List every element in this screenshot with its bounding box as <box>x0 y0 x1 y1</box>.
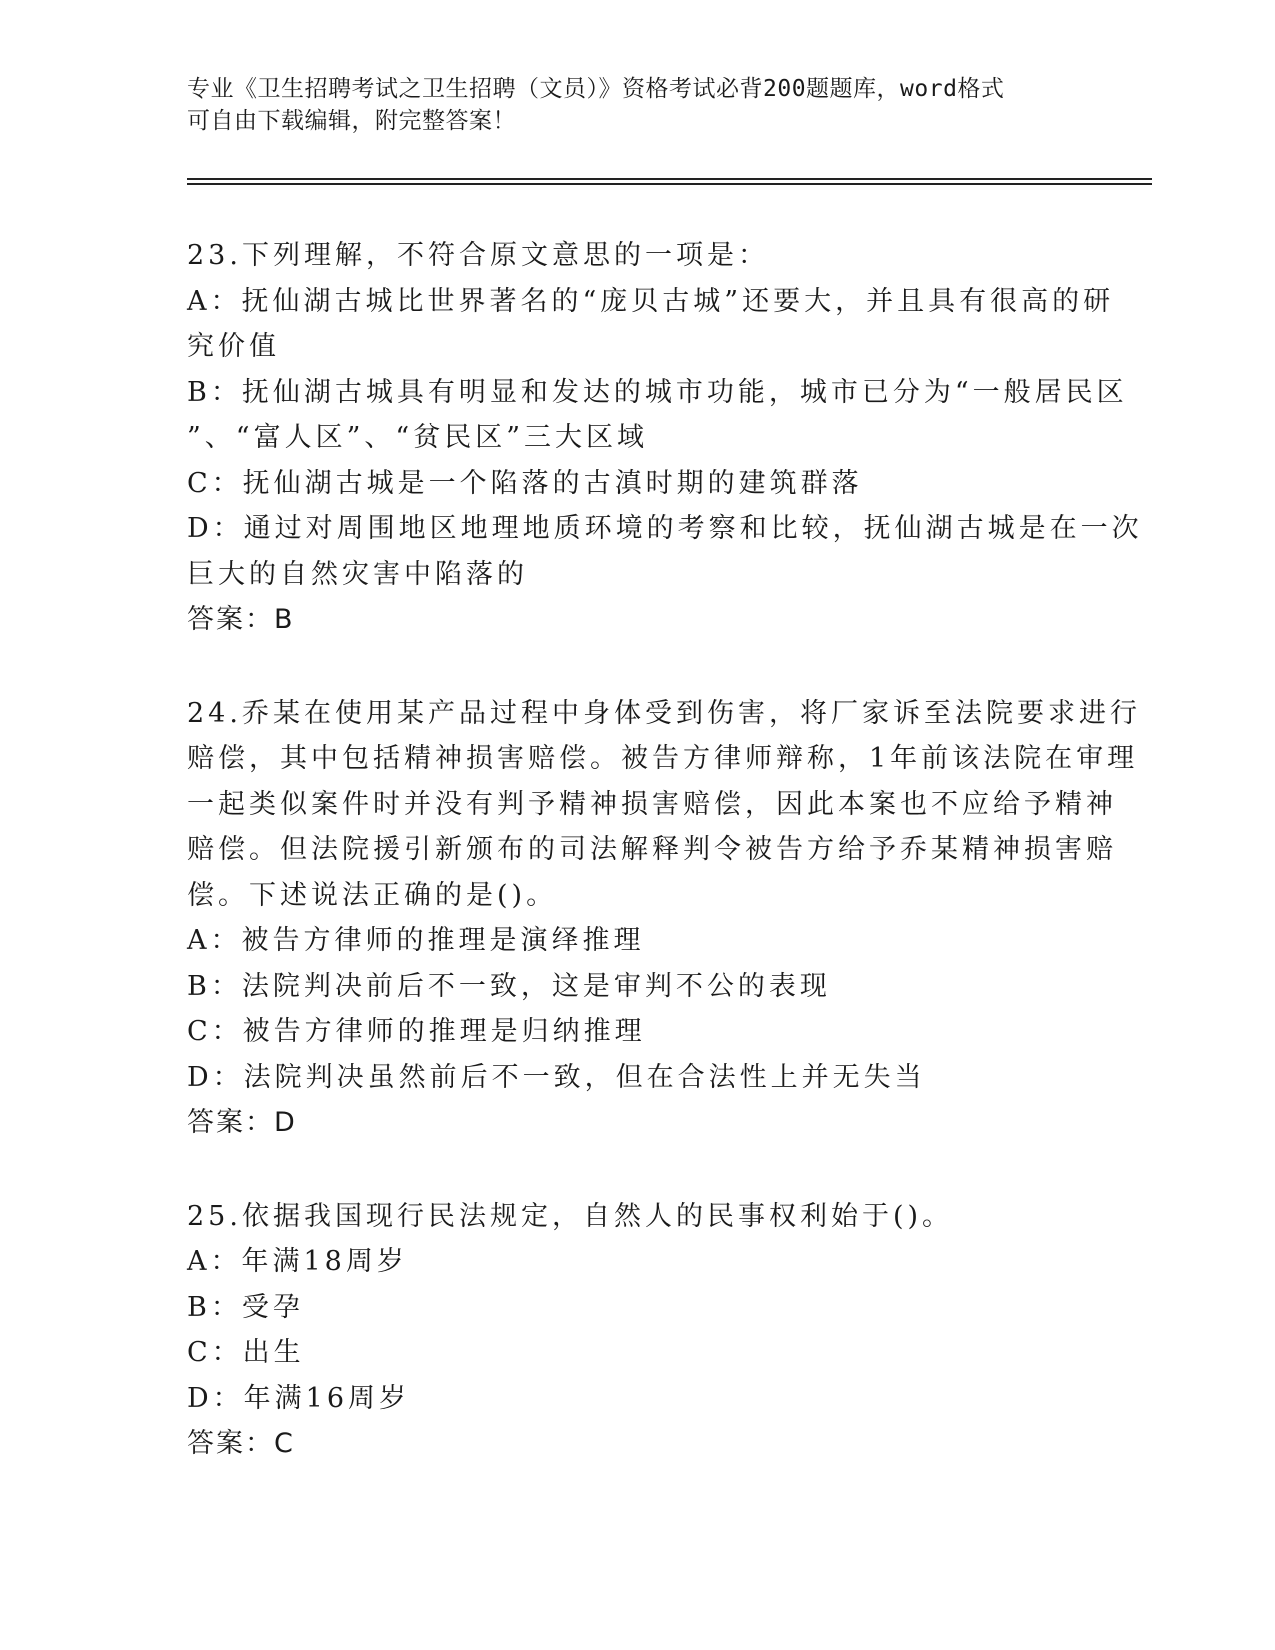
option-c: C：被告方律师的推理是归纳推理 <box>187 1016 646 1047</box>
option-c: C：抚仙湖古城是一个陷落的古滇时期的建筑群落 <box>187 467 863 499</box>
header-line-2: 可自由下载编辑，附完整答案！ <box>187 108 516 134</box>
option-d: D：通过对周围地区地理地质环境的考察和比较，抚仙湖古城是在一次 <box>187 513 1143 544</box>
question-line: 赔偿。但法院援引新颁布的司法解释判令被告方给予乔某精神损害赔 <box>187 834 1117 865</box>
option-a: A：被告方律师的推理是演绎推理 <box>187 925 645 956</box>
option-a: A：抚仙湖古城比世界著名的“庞贝古城”还要大，并且具有很高的研 <box>187 285 1115 317</box>
option-d: D：年满16周岁 <box>187 1382 411 1414</box>
option-a-cont: 究价值 <box>187 331 280 362</box>
question-list <box>187 233 1143 1515</box>
question-24 <box>187 691 1141 1146</box>
answer-24: 答案：D <box>187 1107 297 1138</box>
question-line: 24.乔某在使用某产品过程中身体受到伤害，将厂家诉至法院要求进行 <box>187 697 1141 729</box>
question-line: 25.依据我国现行民法规定，自然人的民事权利始于()。 <box>187 1200 954 1232</box>
option-c: C：出生 <box>187 1337 305 1368</box>
option-b: B：受孕 <box>187 1291 304 1323</box>
question-line: 偿。下述说法正确的是()。 <box>187 879 558 911</box>
option-d: D：法院判决虽然前后不一致，但在合法性上并无失当 <box>187 1061 926 1093</box>
question-line: 一起类似案件时并没有判予精神损害赔偿，因此本案也不应给予精神 <box>187 788 1117 820</box>
header-divider <box>187 178 1152 185</box>
option-a: A：年满18周岁 <box>187 1246 408 1277</box>
question-line: 赔偿，其中包括精神损害赔偿。被告方律师辩称，1年前该法院在审理 <box>187 743 1139 774</box>
question-23 <box>187 233 1143 643</box>
document-header <box>187 73 1107 137</box>
answer-23: 答案：B <box>187 604 295 635</box>
option-b: B：法院判决前后不一致，这是审判不公的表现 <box>187 970 831 1002</box>
option-b: B：抚仙湖古城具有明显和发达的城市功能，城市已分为“一般居民区 <box>187 376 1128 408</box>
answer-25: 答案：C <box>187 1428 295 1459</box>
option-d-cont: 巨大的自然灾害中陷落的 <box>187 558 528 590</box>
option-b-cont: ”、“富人区”、“贫民区”三大区域 <box>187 422 649 453</box>
question-line: 23.下列理解，不符合原文意思的一项是： <box>187 240 769 271</box>
header-line-1: 专业《卫生招聘考试之卫生招聘（文员）》资格考试必背200题题库，word格式 <box>187 76 1005 102</box>
question-25 <box>187 1194 1087 1467</box>
